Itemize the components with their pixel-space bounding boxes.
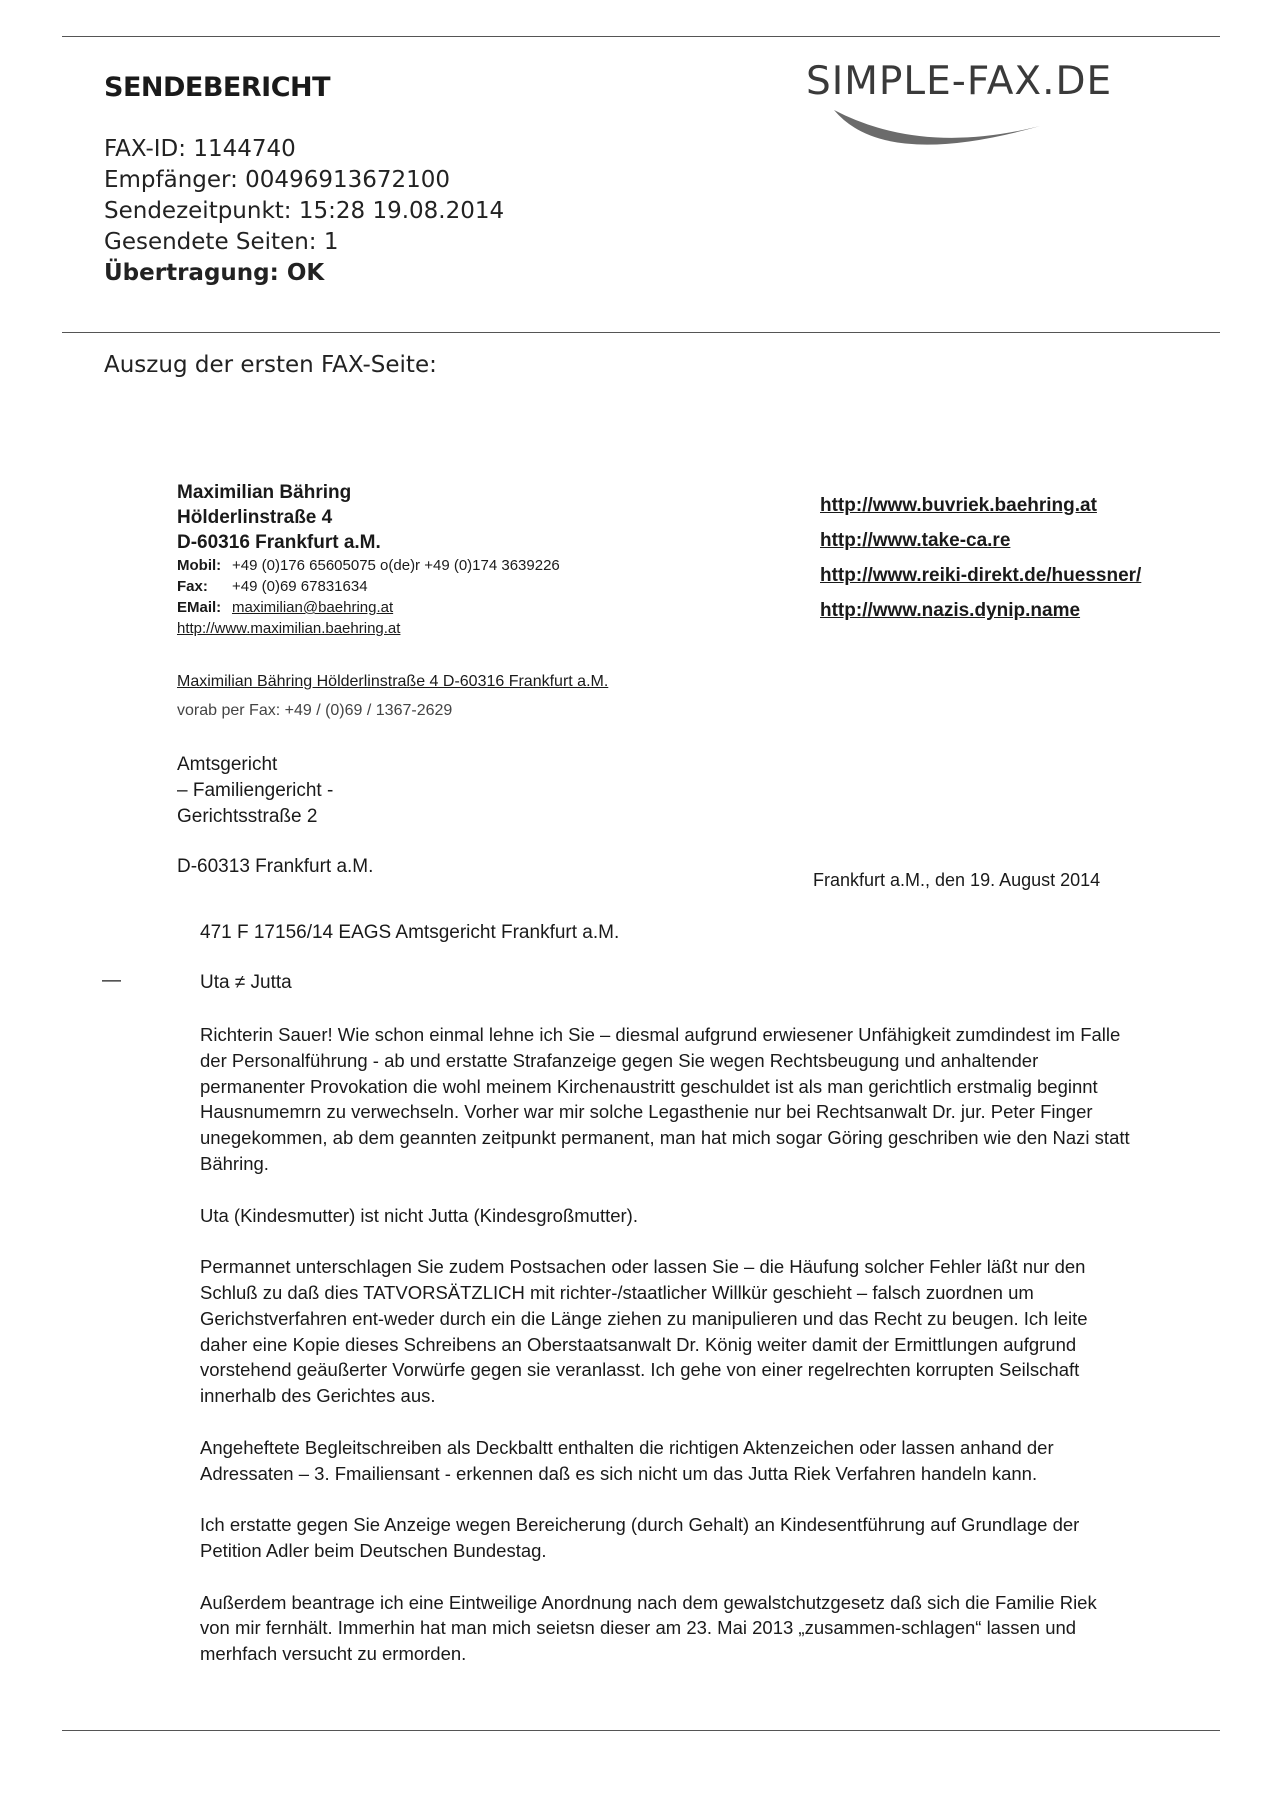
body-paragraph: Außerdem beantrage ich eine Eintweilige Anordnung nach dem gewalstchutzgesetz daß sich die Familie Riek von mir fernhält. Immerhin hat man mich seietsn dieser am 23. Mai 2013 „zusammen-schlagen“ lassen und merhfach versucht zu ermorden. [200,1591,1097,1665]
send-time: Sendezeitpunkt: 15:28 19.08.2014 [104,198,505,224]
sender-city: D-60316 Frankfurt a.M. [177,532,381,553]
sender-name: Maximilian Bähring [177,482,352,503]
letter-body [200,1022,1130,1693]
email-label: EMail: [177,599,222,616]
case-number: 471 F 17156/14 EAGS Amtsgericht Frankfurt a.M. [200,922,620,943]
mobile-value: +49 (0)176 65605075 o(de)r +49 (0)174 3639226 [232,557,560,574]
transmission-status: Übertragung: OK [104,260,325,286]
sender-mobile [177,555,560,576]
email-link[interactable]: maximilian@baehring.at [232,599,394,616]
prefax-line: vorab per Fax: +49 / (0)69 / 1367-2629 [177,702,453,719]
report-title: SENDEBERICHT [104,72,331,103]
fax-value: +49 (0)69 67831634 [232,578,368,595]
recipient-address [177,752,333,830]
recipient-line: Amtsgericht [177,754,278,775]
recipient-line: – Familiengericht - [177,780,334,801]
link-list [820,488,1141,628]
return-address: Maximilian Bähring Hölderlinstraße 4 D-60316 Frankfurt a.M. [177,673,609,690]
recipient-line: Gerichtsstraße 2 [177,806,318,827]
bottom-rule [62,1730,1220,1731]
letter-date: Frankfurt a.M., den 19. August 2014 [813,870,1101,890]
excerpt-heading: Auszug der ersten FAX-Seite: [104,352,437,378]
logo-text: SIMPLE-FAX.DE [806,59,1113,104]
fax-label: Fax: [177,578,208,595]
body-paragraph: Uta (Kindesmutter) ist nicht Jutta (Kindesgroßmutter). [200,1204,638,1226]
recipient-city: D-60313 Frankfurt a.M. [177,856,374,877]
fax-id: FAX-ID: 1144740 [104,136,296,162]
sender-street: Hölderlinstraße 4 [177,507,333,528]
fax-recipient: Empfänger: 00496913672100 [104,167,451,193]
sender-website[interactable]: http://www.maximilian.baehring.at [177,620,401,637]
body-paragraph: Angeheftete Begleitschreiben als Deckbaltt enthalten die richtigen Aktenzeichen oder lassen anhand der Adressaten – 3. Fmailiensant - erkennen daß es sich nicht um das Jutta Riek Verfahren handeln kann. [200,1436,1054,1484]
sender-fax [177,576,560,597]
body-paragraph: Ich erstatte gegen Sie Anzeige wegen Bereicherung (durch Gehalt) an Kindesentführung auf Grundlage der Petition Adler beim Deutschen Bundestag. [200,1514,1080,1561]
mobile-label: Mobil: [177,557,222,574]
margin-dash: — [102,970,121,991]
link-nazis-dynip[interactable]: http://www.nazis.dynip.name [820,600,1081,621]
link-take-care[interactable]: http://www.take-ca.re [820,530,1011,551]
body-paragraph: Permannet unterschlagen Sie zudem Postsachen oder lassen Sie – die Häufung solcher Fehler läßt nur den Schluß zu daß dies TATVORSÄTZLICH mit richter-/staatlicher Willkür geschieht – falsch zuordnen um Gerichstverfahren ent-weder durch ein die Länge ziehen zu manipulieren und das Recht zu beugen. Ich leite daher eine Kopie dieses Schreibens an Oberstaatsanwalt Dr. König weiter damit der Ermittlungen aufgrund vorstehend geäußerter Vorwürfe gegen sie veranlasst. Ich gehe von einer regelrechten korrupten Seilschaft innerhalb des Gerichtes aus. [200,1256,1088,1407]
subject-line: Uta ≠ Jutta [200,972,292,993]
body-paragraph: Richterin Sauer! Wie schon einmal lehne ich Sie – diesmal aufgrund erwiesener Unfähigkeit zumdindest im Falle der Personalführung - ab und erstatte Strafanzeige gegen Sie wegen Rechtsbeugung und anhaltender permanenter Provokation die wohl meinem Kirchenaustritt geschuldet ist als man gerichtlich erstmalig beginnt Hausnumemrn zu verwechseln. Vorher war mir solche Legasthenie nur bei Rechtsanwalt Dr. jur. Peter Finger unegekommen, ab dem geannten zeitpunkt permanent, man hat mich sogar Göring geschriben wie den Nazi statt Bähring. [200,1024,1130,1174]
pages-sent: Gesendete Seiten: 1 [104,229,339,255]
link-reiki-direkt[interactable]: http://www.reiki-direkt.de/huessner/ [820,565,1142,586]
sender-email [177,597,560,618]
sender-block [177,480,560,639]
link-buvriek[interactable]: http://www.buvriek.baehring.at [820,495,1097,516]
